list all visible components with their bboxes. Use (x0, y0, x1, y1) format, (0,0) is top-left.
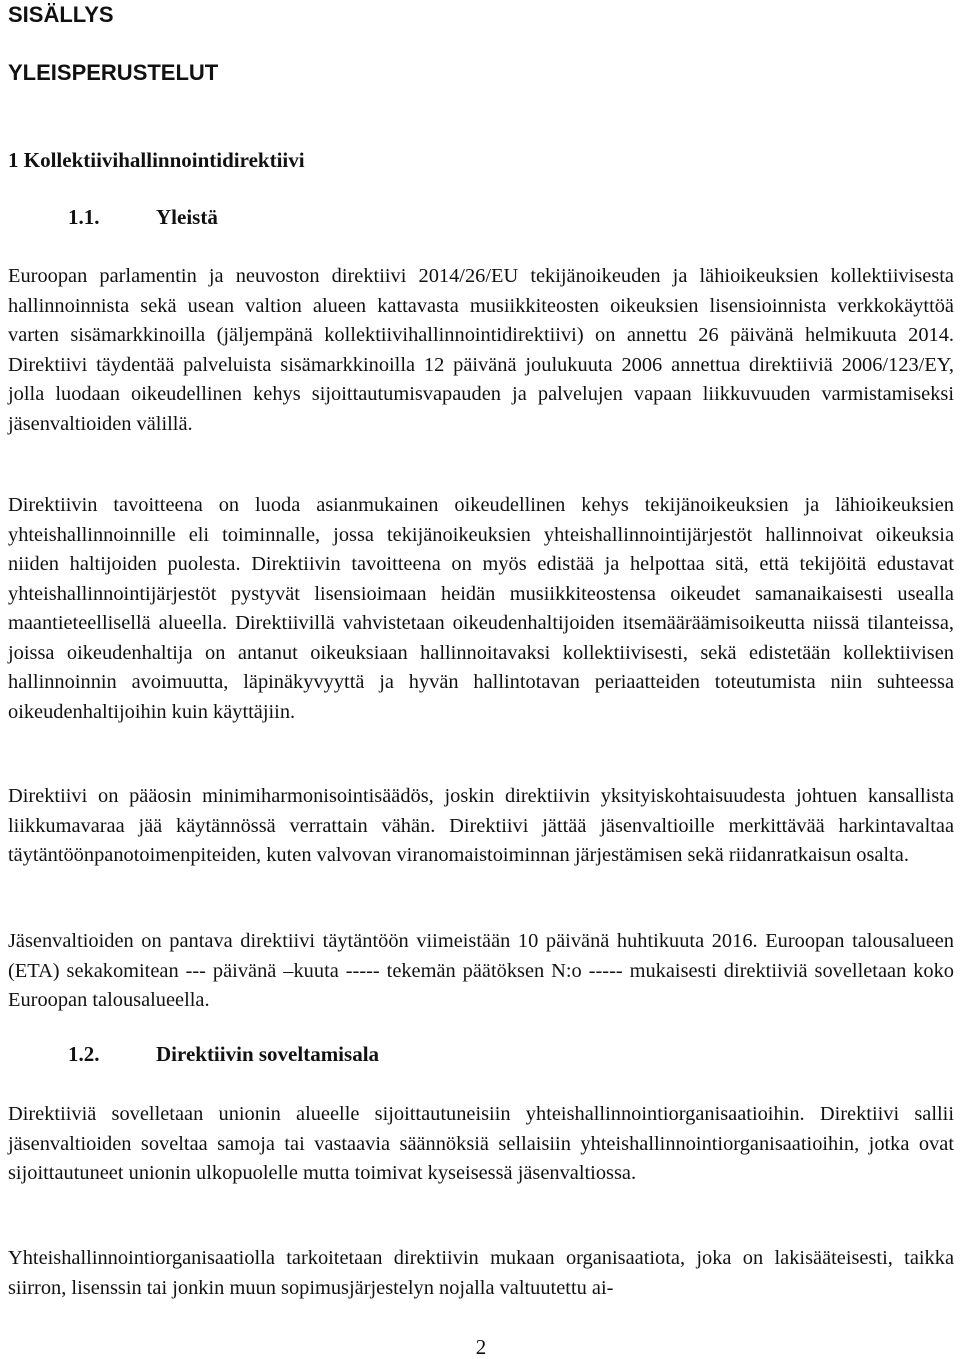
section-heading-1-1 (8, 205, 218, 230)
section-heading-1-2 (8, 1042, 379, 1067)
section-number: 1.1. (68, 205, 100, 229)
general-heading: YLEISPERUSTELUT (8, 60, 219, 85)
section-title: Yleistä (156, 205, 218, 229)
paragraph: Direktiivi on pääosin minimiharmonisointisäädös, joskin direktiivin yksityiskohtaisuudesta johtuen kansallista liikkumavaraa jää käytännössä verrattain vähän. Direktiivi jättää jäsenvaltioille merkittävää harkintavaltaa täytäntöönpanotoimenpiteiden, kuten valvovan viranomaistoiminnan järjestämisen sekä riidanratkaisun osalta. (8, 785, 954, 866)
paragraph: Direktiivin tavoitteena on luoda asianmukainen oikeudellinen kehys tekijänoikeuksien ja lähioikeuksien yhteishallinnoinnille eli toiminnalle, jossa tekijänoikeuksien yhteishallinnointijärjestöt hallinnoivat oikeuksia niiden haltijoiden puolesta. Direktiivin tavoitteena on myös edistää ja helpottaa sitä, että tekijöitä edustavat yhteishallinnointijärjestöt pystyvät lisensioimaan heidän musiikkiteostensa oikeudet samanaikaisesti usealla maantieteellisellä alueella. Direktiivillä vahvistetaan oikeudenhaltijoiden itsemääräämisoikeutta niissä tilanteissa, joissa oikeudenhaltija on antanut oikeuksiaan hallinnoitavaksi kollektiivisesti, sekä edistetään kollektiivisen hallinnoinnin avoimuutta, läpinäkyvyyttä ja hyvän hallintotavan periaatteiden toteutumista niin suhteessa oikeudenhaltijoihin kuin käyttäjiin. (8, 494, 954, 723)
paragraph: Direktiiviä sovelletaan unionin alueelle sijoittautuneisiin yhteishallinnointiorganisaatioihin. Direktiivi sallii jäsenvaltioiden soveltaa samoja tai vastaavia säännöksiä sellaisiin yhteishallinnointiorganisaatioihin, jotka ovat sijoittautuneet unionin ulkopuolelle mutta toimivat kyseisessä jäsenvaltiossa. (8, 1103, 954, 1184)
section-number: 1.2. (68, 1042, 100, 1066)
paragraph: Euroopan parlamentin ja neuvoston direktiivi 2014/26/EU tekijänoikeuden ja lähioikeuksien kollektiivisesta hallinnoinnista sekä usean valtion alueen kattavasta musiikkiteosten oikeuksien lisensioinnista verkkokäyttöä varten sisämarkkinoilla (jäljempänä kollektiivihallinnointidirektiivi) on annettu 26 päivänä helmikuuta 2014. Direktiivi täydentää palveluista sisämarkkinoilla 12 päivänä joulukuuta 2006 annettua direktiiviä 2006/123/EY, jolla luodaan oikeudellinen kehys sijoittautumisvapauden ja palvelujen vapaan liikkuvuuden varmistamiseksi jäsenvaltioiden välillä. (8, 265, 954, 435)
toc-heading: SISÄLLYS (8, 2, 114, 27)
page-number: 2 (475, 1335, 487, 1359)
document-page (8, 0, 954, 1359)
chapter-heading: 1 Kollektiivihallinnointidirektiivi (8, 148, 305, 172)
paragraph: Yhteishallinnointiorganisaatiolla tarkoitetaan direktiivin mukaan organisaatiota, joka on lakisääteisesti, taikka siirron, lisenssin tai jonkin muun sopimusjärjestelyn nojalla valtuutettu ai- (8, 1247, 954, 1299)
paragraph: Jäsenvaltioiden on pantava direktiivi täytäntöön viimeistään 10 päivänä huhtikuuta 2016. Euroopan talousalueen (ETA) sekakomitean --- päivänä –kuuta ----- tekemän päätöksen N:o ----- mukaisesti direktiiviä sovelletaan koko Euroopan talousalueella. (8, 930, 954, 1011)
section-title: Direktiivin soveltamisala (156, 1042, 380, 1066)
